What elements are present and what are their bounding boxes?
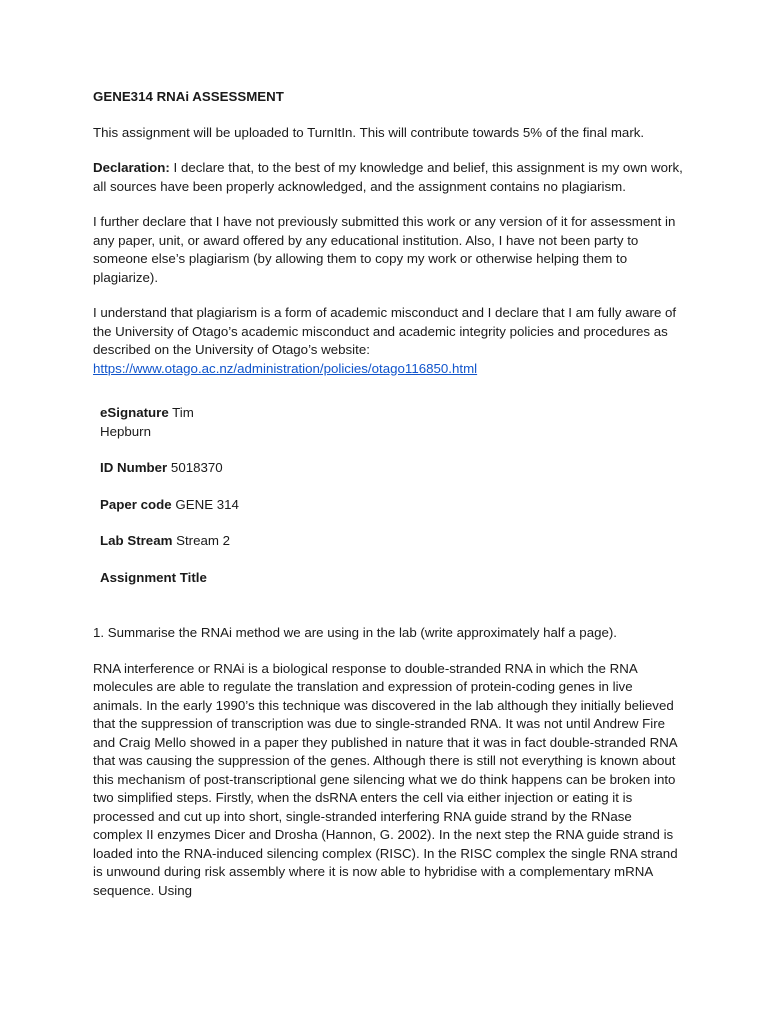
paper-code-label: Paper code	[100, 496, 172, 512]
lab-stream-label: Lab Stream	[100, 533, 173, 548]
further-declaration-paragraph: I further declare that I have not previously submitted this work or any version of it for assessment in any paper, unit, or award offered by any educational institution. Also, I have not been party to someone else’s plagiarism (by allowing them to copy my work or otherwise helping them to plagiarize).	[93, 214, 676, 285]
declaration-paragraph	[93, 159, 683, 196]
id-number-value: 5018370	[167, 460, 223, 475]
policy-link[interactable]: https://www.otago.ac.nz/administration/policies/otago116850.html	[93, 360, 478, 376]
document-title: GENE314 RNAi ASSESSMENT	[93, 89, 284, 104]
lab-stream-value: Stream 2	[172, 533, 231, 548]
paper-code-value: GENE 314	[171, 496, 239, 512]
question-1-prompt: 1. Summarise the RNAi method we are using in the lab (write approximately half a page).	[93, 625, 617, 640]
declaration-label: Declaration:	[93, 160, 170, 175]
intro-paragraph: This assignment will be uploaded to TurnItIn. This will contribute towards 5% of the final mark.	[93, 124, 645, 140]
lab-stream-field	[100, 532, 683, 551]
document-page	[93, 88, 683, 900]
id-number-label: ID Number	[100, 460, 168, 475]
understand-text: I understand that plagiarism is a form of academic misconduct and I declare that I am fully aware of the University of Otago’s academic misconduct and academic integrity policies and procedures as described on the University of Otago’s website:	[93, 305, 677, 357]
understand-paragraph	[93, 304, 683, 378]
esignature-value: Tim Hepburn	[100, 405, 194, 439]
esignature-field	[100, 404, 230, 441]
id-number-field	[100, 459, 683, 478]
assignment-title-label: Assignment Title	[100, 569, 207, 585]
declaration-text: I declare that, to the best of my knowledge and belief, this assignment is my own work, all sources have been properly acknowledged, and the assignment contains no plagiarism.	[93, 160, 683, 194]
question-1-answer: RNA interference or RNAi is a biological response to double-stranded RNA in which the RNA molecules are able to regulate the translation and expression of protein-coding genes in live animals. In the early 1990’s this technique was discovered in the lab although they initially believed that the suppression of transcription was due to single-stranded RNA. It was not until Andrew Fire and Craig Mello showed in a paper they published in nature that it was in fact double-stranded RNA that was causing the suppression of the genes. Although there is still not everything is known about this mechanism of post-transcriptional gene silencing what we do think happens can be broken into two simplified steps. Firstly, when the dsRNA enters the cell via either injection or eating it is processed and cut up into short, single-stranded interfering RNA guide strand by the RNase complex II enzymes Dicer and Drosha (Hannon, G. 2002). In the next step the RNA guide strand is loaded into the RNA-induced silencing complex (RISC). In the RISC complex the single RNA strand is unwound during risk assembly where it is now able to hybridise with a complementary mRNA sequence. Using	[93, 660, 678, 898]
esignature-label: eSignature	[100, 405, 169, 420]
paper-code-field	[100, 496, 683, 515]
